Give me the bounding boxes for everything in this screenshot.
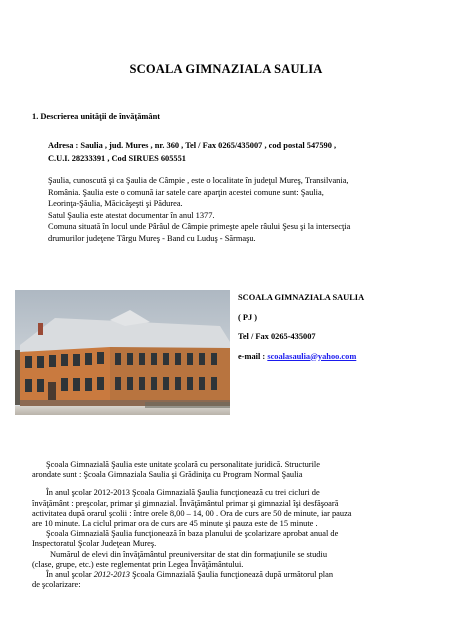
description-line: Satul Şaulia este atestat documentar în anul 1377. bbox=[48, 210, 215, 220]
email-label: e-mail : bbox=[238, 351, 268, 361]
description-line: drumurilor judeţene Târgu Mureş - Band cu Luduş - Sărmaşu. bbox=[48, 233, 256, 243]
school-building-image bbox=[15, 290, 230, 415]
description-line: România. Şaulia este o comună iar satele care aparţin acestei comune sunt: Şaulia, bbox=[48, 187, 324, 197]
body-line: Numărul de elevi din învăţământul preuniversitar de stat din formaţiunile se studiu bbox=[50, 549, 328, 559]
body-line: (clase, grupe, etc.) este reglementat prin Legea Învăţământului. bbox=[32, 559, 244, 569]
school-building-photo bbox=[15, 290, 230, 415]
address-block bbox=[48, 140, 428, 164]
address-line: C.U.I. 28233391 , Cod SIRUES 605551 bbox=[48, 153, 186, 163]
contact-school-name: SCOALA GIMNAZIALA SAULIA bbox=[238, 293, 365, 302]
contact-phone: Tel / Fax 0265-435007 bbox=[238, 332, 316, 341]
body-line: Inspectoratul Şcolar Judeţean Mureş. bbox=[32, 539, 157, 549]
document-title: SCOALA GIMNAZIALA SAULIA bbox=[129, 62, 323, 76]
school-year: 2012-2013 bbox=[93, 570, 130, 580]
description-line: Şaulia, cunoscută şi ca Şaulia de Câmpie , este o localitate în judeţul Mureş, Transilvania, bbox=[48, 176, 349, 185]
description-block bbox=[48, 175, 433, 244]
body-text-span: Şcoala Gimnazială Şaulia funcţionează după următorul plan bbox=[129, 570, 334, 580]
body-text-span: În anul şcolar bbox=[46, 570, 94, 580]
description-line: Comuna situată în locul unde Pârâul de Câmpie primeşte apele râului Şesu şi la intersecţia bbox=[48, 222, 351, 231]
body-line: Şcoala Gimnazială Şaulia funcţionează în baza planului de şcolarizare aprobat anual de bbox=[46, 529, 339, 539]
body-line: activitatea după orarul şcolii : între orele 8,00 – 14, 00 . Ora de curs are 50 de minute, iar pauza bbox=[32, 508, 352, 518]
body-line: are 10 minute. La ciclul primar ora de curs are 45 minute şi pauza este de 15 minute . bbox=[32, 519, 318, 529]
body-line: Şcoala Gimnazială Şaulia este unitate şcolară cu personalitate juridică. Structurile bbox=[46, 460, 320, 469]
contact-block bbox=[238, 292, 438, 370]
email-link[interactable]: scoalasaulia@yahoo.com bbox=[267, 351, 357, 361]
body-text bbox=[32, 460, 432, 590]
body-line: învăţământ : preşcolar, primar şi gimnazial. Învăţământul primar şi gimnazial îşi desfăşoară bbox=[32, 498, 339, 508]
description-line: Leorinţa-Şăulia, Măcicăşeşti şi Pădurea. bbox=[48, 199, 183, 208]
body-line: În anul şcolar 2012-2013 Şcoala Gimnazială Şaulia funcţionează cu trei cicluri de bbox=[46, 488, 320, 498]
body-line: arondate sunt : Şcoala Gimnaziala Saulia şi Grădiniţa cu Program Normal Şaulia bbox=[32, 470, 303, 480]
section-heading: 1. Descrierea unităţii de învăţământ bbox=[32, 112, 161, 121]
address-line: Adresa : Saulia , jud. Mures , nr. 360 , Tel / Fax 0265/435007 , cod postal 547590 , bbox=[48, 141, 337, 150]
contact-email-line bbox=[238, 351, 438, 363]
body-line: de şcolarizare: bbox=[32, 580, 81, 590]
contact-pj: ( PJ ) bbox=[238, 312, 258, 322]
body-line bbox=[32, 570, 432, 580]
